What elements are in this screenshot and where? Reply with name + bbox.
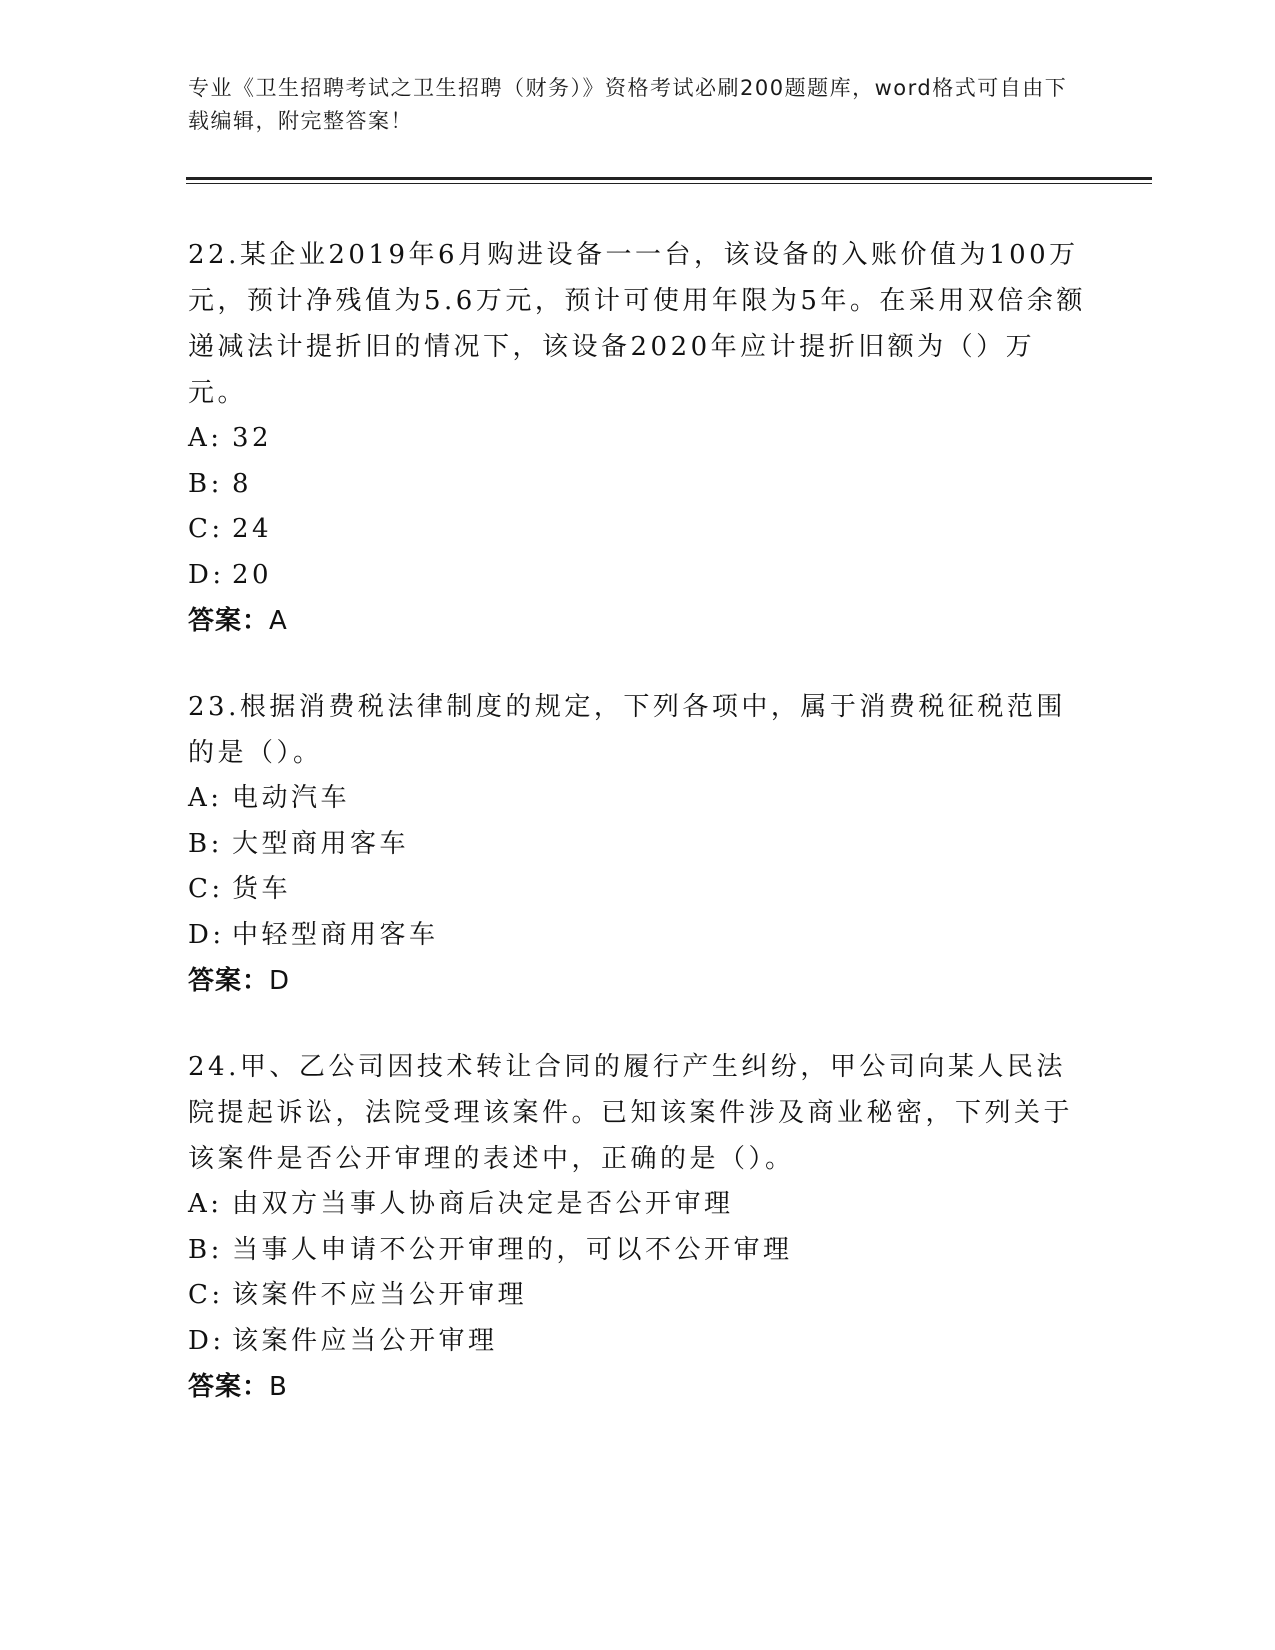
option-letter: C: [188, 1280, 224, 1310]
answer-line [188, 958, 1088, 1004]
option-value: 8 [232, 468, 253, 499]
option-letter: B: [188, 828, 223, 859]
answer-value: B [269, 1372, 288, 1402]
option-b [188, 462, 1088, 508]
option-d [188, 913, 1088, 959]
option-value: 当事人申请不公开审理的，可以不公开审理 [232, 1234, 793, 1265]
answer-label: 答案： [188, 966, 270, 996]
option-letter: D: [188, 1325, 225, 1356]
document-header: 专业《卫生招聘考试之卫生招聘（财务）》资格考试必刷200题题库，word格式可自由下载编辑，附完整答案！ [188, 76, 1068, 133]
option-letter: C: [188, 874, 224, 904]
option-value: 中轻型商用客车 [232, 919, 439, 950]
question-text: 23.根据消费税法律制度的规定，下列各项中，属于消费税征税范围的是（）。 [188, 692, 1066, 768]
option-c [188, 867, 1088, 913]
option-d [188, 553, 1088, 599]
question-24 [188, 1044, 1088, 1410]
option-b [188, 822, 1088, 868]
option-letter: B: [188, 1234, 223, 1265]
option-value: 该案件应当公开审理 [232, 1325, 498, 1356]
option-c [188, 507, 1088, 553]
answer-label: 答案： [188, 1372, 270, 1402]
option-letter: A: [188, 423, 223, 453]
option-a [188, 1182, 1088, 1228]
option-letter: D: [188, 559, 225, 590]
option-a [188, 416, 1088, 462]
question-23 [188, 684, 1088, 1004]
option-value: 该案件不应当公开审理 [232, 1280, 528, 1310]
answer-line [188, 1364, 1088, 1410]
option-value: 24 [232, 514, 273, 544]
question-list [188, 232, 1088, 1450]
answer-value: A [269, 606, 288, 636]
option-letter: B: [188, 468, 223, 499]
answer-line [188, 598, 1088, 644]
option-letter: A: [188, 1189, 223, 1219]
option-value: 大型商用客车 [232, 828, 410, 859]
header-divider-thick [186, 177, 1152, 180]
option-letter: A: [188, 783, 223, 813]
option-value: 由双方当事人协商后决定是否公开审理 [232, 1189, 734, 1219]
option-value: 电动汽车 [232, 783, 351, 813]
answer-label: 答案： [188, 606, 270, 636]
question-22 [188, 232, 1088, 644]
answer-value: D [269, 966, 291, 996]
option-value: 20 [232, 559, 273, 590]
option-b [188, 1228, 1088, 1274]
option-value: 32 [232, 423, 273, 453]
option-d [188, 1319, 1088, 1365]
option-a [188, 776, 1088, 822]
option-letter: D: [188, 919, 225, 950]
header-divider-thin [186, 183, 1152, 184]
option-letter: C: [188, 514, 224, 544]
question-text: 22.某企业2019年6月购进设备一一台，该设备的入账价值为100万元，预计净残值为5.6万元，预计可使用年限为5年。在采用双倍余额递减法计提折旧的情况下，该设备2020年应计提折旧额为（）万元。 [188, 240, 1086, 408]
question-text: 24.甲、乙公司因技术转让合同的履行产生纠纷，甲公司向某人民法院提起诉讼，法院受理该案件。已知该案件涉及商业秘密，下列关于该案件是否公开审理的表述中，正确的是（）。 [188, 1052, 1074, 1174]
option-value: 货车 [232, 874, 292, 904]
option-c [188, 1273, 1088, 1319]
